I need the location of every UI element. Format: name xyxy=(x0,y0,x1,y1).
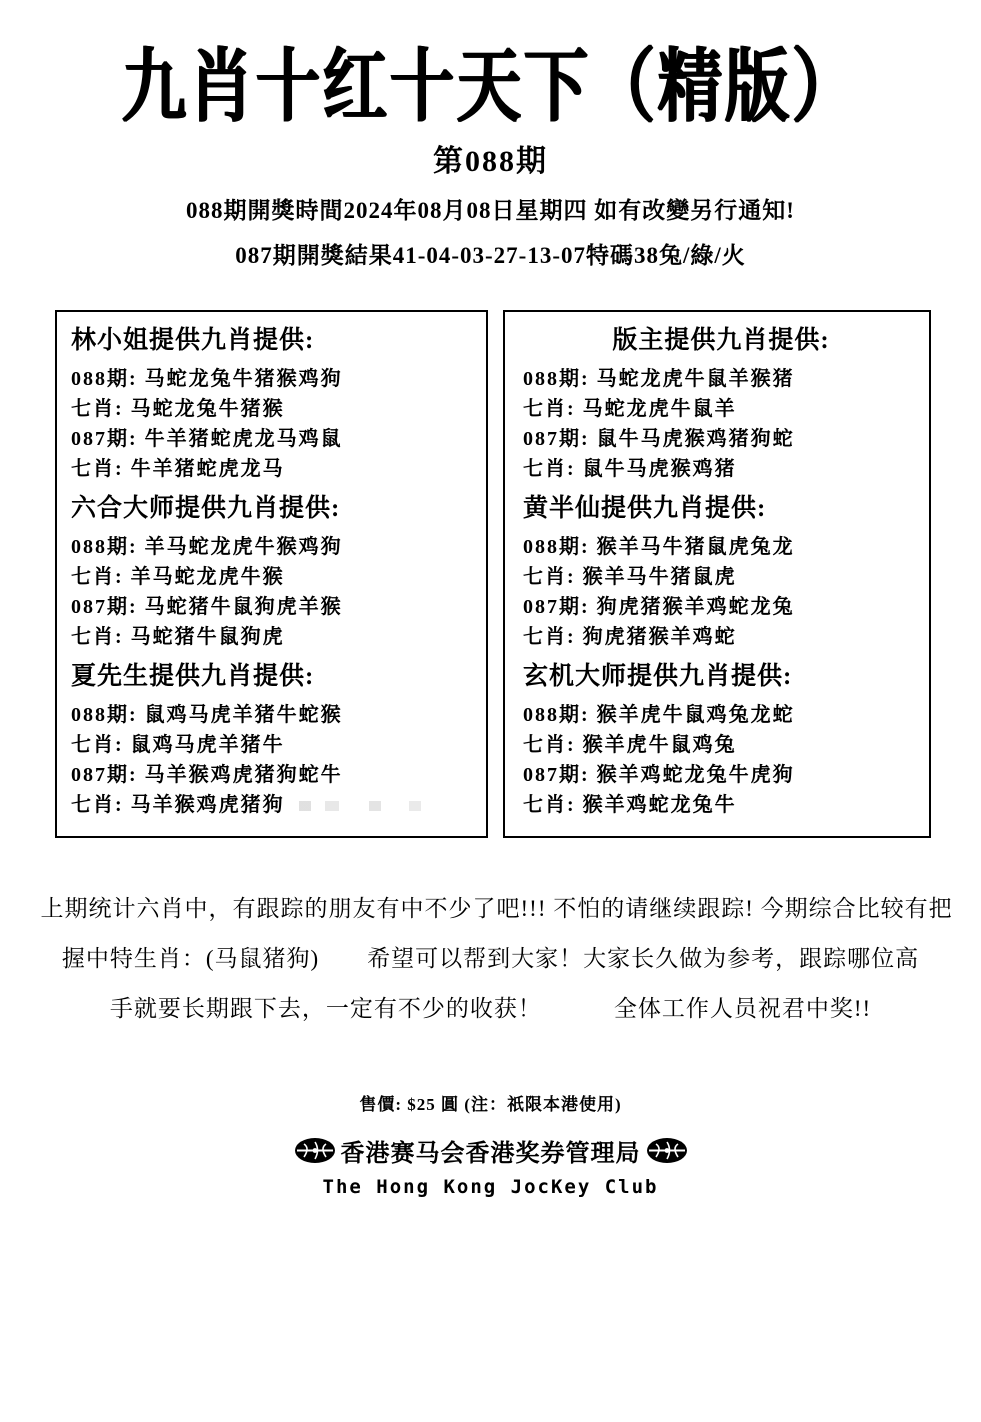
prediction-row: 087期: 马蛇猪牛鼠狗虎羊猴 xyxy=(71,596,343,618)
price-line: 售價: $25 圓 (注：祇限本港使用) xyxy=(359,1095,622,1114)
prediction-row: 七肖: 鼠鸡马虎羊猪牛 xyxy=(71,734,285,756)
prediction-row: 087期: 狗虎猪猴羊鸡蛇龙兔 xyxy=(523,596,795,618)
tipster-header: 夏先生提供九肖提供: xyxy=(71,663,315,690)
issue-number: 第088期 xyxy=(433,145,548,178)
draw-time-line: 088期開獎時間2024年08月08日星期四 如有改變另行通知! xyxy=(186,198,795,223)
tipster-box-right xyxy=(503,310,931,838)
tipster-section-xuanji xyxy=(523,662,919,820)
prediction-row: 七肖: 猴羊马牛猪鼠虎 xyxy=(523,566,737,588)
organization-name-cn: 香港赛马会香港奖券管理局 xyxy=(340,1141,641,1167)
prediction-row: 七肖: 马羊猴鸡虎猪狗 xyxy=(71,790,476,820)
organization-name-en: The Hong Kong JocKey Club xyxy=(322,1176,659,1198)
prediction-row: 七肖: 马蛇龙虎牛鼠羊 xyxy=(523,398,737,420)
prediction-row: 七肖: 鼠牛马虎猴鸡猪 xyxy=(523,458,737,480)
prediction-row: 088期: 马蛇龙兔牛猪猴鸡狗 xyxy=(71,368,343,390)
tipster-header: 版主提供九肖提供: xyxy=(612,327,830,354)
commentary-line: 握中特生肖：(马鼠猪狗) 希望可以帮到大家！大家长久做为参考，跟踪哪位高 xyxy=(61,946,920,971)
prediction-row: 七肖: 猴羊鸡蛇龙兔牛 xyxy=(523,794,737,816)
hkjc-logo-icon xyxy=(294,1137,336,1164)
prediction-row: 087期: 鼠牛马虎猴鸡猪狗蛇 xyxy=(523,428,795,450)
masthead xyxy=(0,34,981,132)
prediction-row: 七肖: 羊马蛇龙虎牛猴 xyxy=(71,566,285,588)
page-title: 九肖十红十天下（精版） xyxy=(122,42,859,132)
prediction-row: 七肖: 马蛇龙兔牛猪猴 xyxy=(71,398,285,420)
tipster-section-liuhe xyxy=(71,494,476,652)
hkjc-logo-icon xyxy=(646,1137,688,1164)
last-result-line: 087期開獎結果41-04-03-27-13-07特碼38兔/綠/火 xyxy=(235,243,746,268)
organization-row xyxy=(0,1133,981,1168)
prediction-row: 088期: 马蛇龙虎牛鼠羊猴猪 xyxy=(523,368,795,390)
prediction-row: 088期: 猴羊虎牛鼠鸡兔龙蛇 xyxy=(523,704,795,726)
prediction-row: 088期: 鼠鸡马虎羊猪牛蛇猴 xyxy=(71,704,343,726)
commentary-line: 上期统计六肖中，有跟踪的朋友有中不少了吧!!! 不怕的请继续跟踪! 今期综合比较有把 xyxy=(40,896,953,921)
tipster-header: 玄机大师提供九肖提供: xyxy=(523,663,793,690)
tipster-section-banzhu xyxy=(523,326,919,484)
tipster-header: 六合大师提供九肖提供: xyxy=(71,495,341,522)
tipster-section-huangbanxian xyxy=(523,494,919,652)
prediction-row: 七肖: 狗虎猪猴羊鸡蛇 xyxy=(523,626,737,648)
commentary-line: 手就要长期跟下去，一定有不少的收获！ 全体工作人员祝君中奖!! xyxy=(109,996,872,1021)
prediction-row: 七肖: 牛羊猪蛇虎龙马 xyxy=(71,458,285,480)
scan-smudge xyxy=(299,801,449,811)
tipster-section-lin xyxy=(71,326,476,484)
prediction-row: 087期: 马羊猴鸡虎猪狗蛇牛 xyxy=(71,764,343,786)
prediction-row: 087期: 猴羊鸡蛇龙兔牛虎狗 xyxy=(523,764,795,786)
prediction-row: 088期: 羊马蛇龙虎牛猴鸡狗 xyxy=(71,536,343,558)
tipster-section-xia xyxy=(71,662,476,820)
prediction-row: 087期: 牛羊猪蛇虎龙马鸡鼠 xyxy=(71,428,343,450)
prediction-row: 088期: 猴羊马牛猪鼠虎兔龙 xyxy=(523,536,795,558)
tipster-box-left xyxy=(55,310,488,838)
commentary xyxy=(40,884,953,1034)
tipster-header: 林小姐提供九肖提供: xyxy=(71,327,315,354)
tipster-header: 黄半仙提供九肖提供: xyxy=(523,495,767,522)
prediction-row: 七肖: 马蛇猪牛鼠狗虎 xyxy=(71,626,285,648)
prediction-row: 七肖: 猴羊虎牛鼠鸡兔 xyxy=(523,734,737,756)
tipster-boxes xyxy=(55,310,931,838)
